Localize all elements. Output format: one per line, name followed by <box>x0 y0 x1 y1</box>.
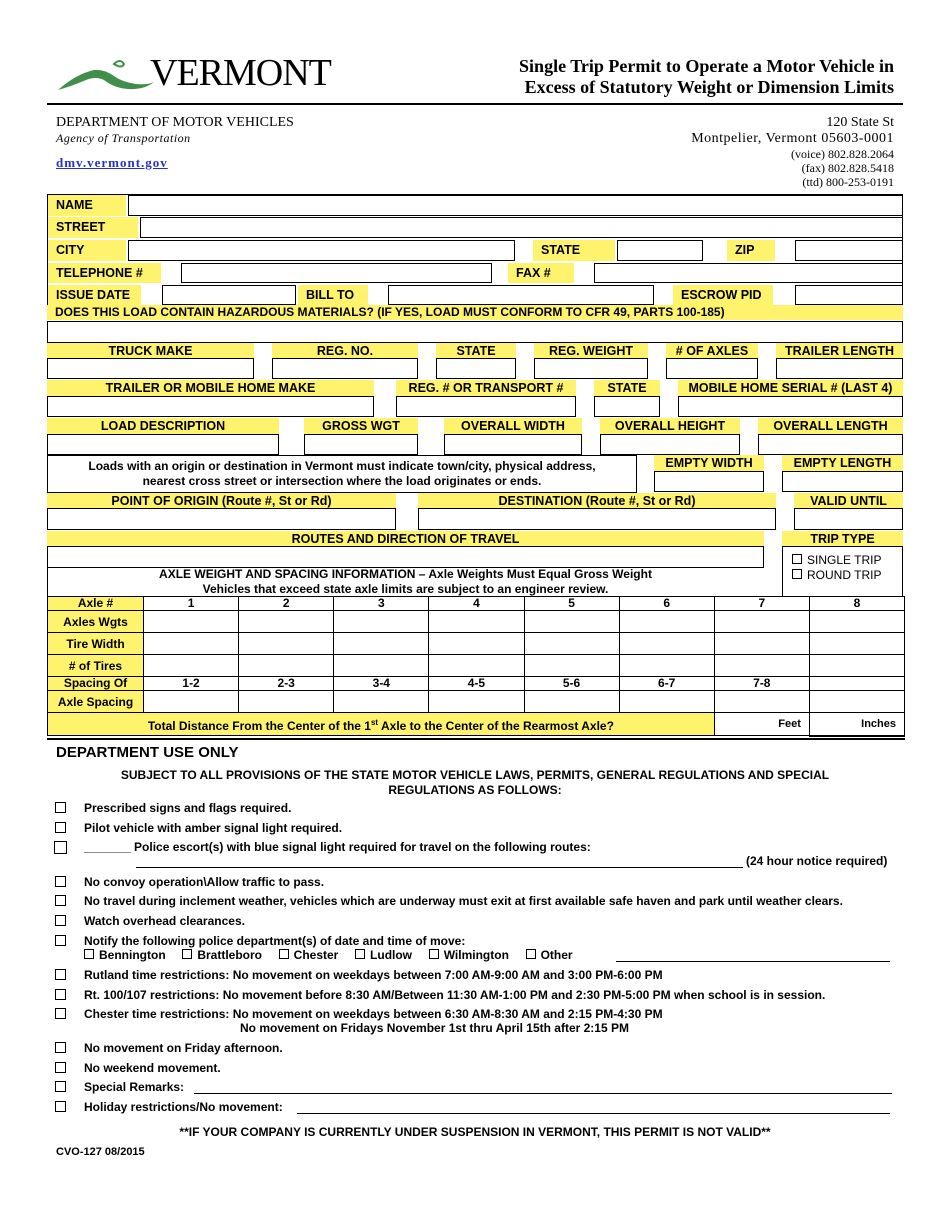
reg-no-input[interactable] <box>272 358 418 379</box>
zip-input[interactable] <box>795 240 903 261</box>
dept-use-heading: DEPARTMENT USE ONLY <box>56 744 239 761</box>
load-desc-input[interactable] <box>47 434 279 455</box>
town-wilmington: Wilmington <box>443 948 509 962</box>
town-ludlow: Ludlow <box>370 948 413 962</box>
telephone-label: TELEPHONE # <box>48 263 161 283</box>
zip-label: ZIP <box>727 240 775 261</box>
spacing-pair: 4-5 <box>429 677 524 691</box>
tire-width-cell[interactable] <box>619 633 714 655</box>
total-distance-post: Axle to the Center of the Rearmost Axle? <box>378 718 614 733</box>
spacing-pair: 7-8 <box>714 677 809 691</box>
address-city: Montpelier, Vermont 05603-0001 <box>691 131 894 146</box>
total-distance-row <box>48 713 905 736</box>
pilot-checkbox[interactable] <box>55 822 66 833</box>
axle-spacing-cell[interactable] <box>429 691 524 713</box>
round-trip-text: ROUND TRIP <box>807 568 882 582</box>
mh-serial-label: MOBILE HOME SERIAL # (LAST 4) <box>678 380 903 397</box>
ttd-number: (ttd) 800-253-0191 <box>802 175 894 189</box>
axle-weight-cell[interactable] <box>809 611 904 633</box>
title-line-2: Excess of Statutory Weight or Dimension Limits <box>524 77 894 97</box>
overall-height-input[interactable] <box>600 434 740 455</box>
empty-length-label: EMPTY LENGTH <box>782 455 903 472</box>
overall-width-input[interactable] <box>444 434 582 455</box>
num-tires-cell[interactable] <box>524 655 619 677</box>
num-axles-label: # OF AXLES <box>666 343 758 360</box>
axle-weights-row <box>48 611 905 633</box>
feet-unit: Feet <box>778 718 801 730</box>
spacing-pair: 2-3 <box>239 677 334 691</box>
friday-rule: No movement on Friday afternoon. <box>84 1041 283 1055</box>
axle-heading <box>47 567 764 597</box>
issue-date-input[interactable] <box>162 285 296 305</box>
address-street: 120 State St <box>826 115 894 130</box>
town-brattleboro: Brattleboro <box>197 948 262 962</box>
axle-weights-label: Axles Wgts <box>48 611 144 633</box>
axle-number: 5 <box>524 597 619 611</box>
origin-note <box>47 459 637 489</box>
axle-weight-cell[interactable] <box>429 611 524 633</box>
fax-label: FAX # <box>508 263 574 283</box>
gross-wgt-label: GROSS WGT <box>304 418 418 435</box>
subject-line2: REGULATIONS AS FOLLOWS: <box>388 783 562 797</box>
axle-table <box>47 596 905 737</box>
city-label: CITY <box>48 240 126 261</box>
trailer-make-input[interactable] <box>47 396 374 417</box>
inches-unit: Inches <box>861 717 896 730</box>
inches-input[interactable] <box>809 713 904 736</box>
overall-width-label: OVERALL WIDTH <box>444 418 582 435</box>
street-input[interactable] <box>140 217 903 238</box>
num-tires-cell[interactable] <box>429 655 524 677</box>
website-link[interactable]: dmv.vermont.gov <box>56 155 168 170</box>
trailer-length-input[interactable] <box>776 358 903 379</box>
town-checkbox[interactable] <box>84 949 94 959</box>
single-trip-option[interactable] <box>792 553 881 567</box>
axle-spacing-cell[interactable] <box>619 691 714 713</box>
num-tires-label: # of Tires <box>48 655 144 677</box>
spacing-pair: 1-2 <box>144 677 239 691</box>
table-bottom-rule <box>47 738 905 740</box>
remarks-line[interactable] <box>194 1093 892 1094</box>
rt100-checkbox[interactable] <box>55 989 66 1000</box>
origin-label: POINT OF ORIGIN (Route #, St or Rd) <box>47 493 396 510</box>
axle-number-header: Axle # <box>48 597 144 611</box>
reg-no-label: REG. NO. <box>272 343 418 360</box>
suspension-notice: **IF YOUR COMPANY IS CURRENTLY UNDER SUSPENSION IN VERMONT, THIS PERMIT IS NOT VALID** <box>179 1125 771 1139</box>
num-tires-cell[interactable] <box>144 655 239 677</box>
axle-spacing-cell[interactable] <box>714 691 809 713</box>
axle-number: 4 <box>429 597 524 611</box>
axle-weight-cell[interactable] <box>334 611 429 633</box>
header-rule <box>47 103 903 105</box>
state-label-2: STATE <box>436 343 516 360</box>
mh-serial-input[interactable] <box>678 396 903 417</box>
logo-text: VERMONT <box>150 52 331 94</box>
town-checkbox[interactable] <box>279 949 289 959</box>
empty-length-input[interactable] <box>782 471 903 492</box>
axle-heading-line1: AXLE WEIGHT AND SPACING INFORMATION – Axle Weights Must Equal Gross Weight <box>159 567 652 581</box>
gross-wgt-input[interactable] <box>304 434 418 455</box>
subject-provisions <box>47 768 903 798</box>
name-label: NAME <box>48 195 126 216</box>
agency-name: Agency of Transportation <box>56 131 191 145</box>
issue-date-label: ISSUE DATE <box>48 285 141 305</box>
num-tires-cell[interactable] <box>334 655 429 677</box>
pilot-rule: Pilot vehicle with amber signal light required. <box>84 821 343 835</box>
town-checkbox[interactable] <box>355 949 365 959</box>
convoy-checkbox[interactable] <box>55 876 66 887</box>
axle-number-row <box>48 597 905 611</box>
tire-width-cell[interactable] <box>144 633 239 655</box>
tire-width-label: Tire Width <box>48 633 144 655</box>
axle-number: 6 <box>619 597 714 611</box>
remarks-checkbox[interactable] <box>55 1081 66 1092</box>
axle-spacing-row <box>48 691 905 713</box>
escrow-input[interactable] <box>795 285 903 305</box>
chester-checkbox[interactable] <box>55 1008 66 1019</box>
fax-input[interactable] <box>594 263 903 283</box>
axle-spacing-cell[interactable] <box>334 691 429 713</box>
escort-notice: (24 hour notice required) <box>746 854 888 868</box>
form-title <box>519 56 894 98</box>
friday-checkbox[interactable] <box>55 1042 66 1053</box>
spacing-pair: 3-4 <box>334 677 429 691</box>
axle-weight-cell[interactable] <box>239 611 334 633</box>
hazmat-input[interactable] <box>47 321 903 343</box>
truck-make-label: TRUCK MAKE <box>47 343 254 360</box>
axle-spacing-cell[interactable] <box>524 691 619 713</box>
notify-rule: Notify the following police department(s) of date and time of move: <box>84 934 466 948</box>
rutland-checkbox[interactable] <box>55 969 66 980</box>
rutland-rule: Rutland time restrictions: No movement on weekdays between 7:00 AM-9:00 AM and 3:00 PM-6:00 PM <box>84 968 663 982</box>
spacing-pair-empty <box>809 677 904 691</box>
towns-row <box>84 948 573 963</box>
trailer-length-label: TRAILER LENGTH <box>776 343 903 360</box>
town-other: Other <box>540 948 573 962</box>
single-trip-text: SINGLE TRIP <box>807 553 882 567</box>
state-label: STATE <box>533 240 615 261</box>
spacing-pair: 6-7 <box>619 677 714 691</box>
state-input-2[interactable] <box>436 358 516 379</box>
origin-note-line1: Loads with an origin or destination in Vermont must indicate town/city, physical address, <box>88 459 596 473</box>
holiday-checkbox[interactable] <box>55 1101 66 1112</box>
overall-height-label: OVERALL HEIGHT <box>600 418 740 435</box>
num-tires-cell[interactable] <box>809 655 904 677</box>
title-line-1: Single Trip Permit to Operate a Motor Vehicle in <box>519 56 894 76</box>
weather-checkbox[interactable] <box>55 895 66 906</box>
origin-note-line2: nearest cross street or intersection where the load originates or ends. <box>142 474 542 488</box>
num-axles-input[interactable] <box>666 358 758 379</box>
num-tires-cell[interactable] <box>239 655 334 677</box>
clearance-checkbox[interactable] <box>55 915 66 926</box>
reg-transport-input[interactable] <box>396 396 576 417</box>
weekend-checkbox[interactable] <box>55 1062 66 1073</box>
axle-weight-cell[interactable] <box>144 611 239 633</box>
bill-to-label: BILL TO <box>298 285 368 305</box>
round-trip-checkbox[interactable] <box>792 569 802 579</box>
axle-weight-cell[interactable] <box>619 611 714 633</box>
escort-routes-line[interactable] <box>136 867 743 868</box>
tire-width-cell[interactable] <box>429 633 524 655</box>
axle-spacing-cell[interactable] <box>144 691 239 713</box>
escort-checkbox[interactable] <box>54 841 67 854</box>
other-town-line[interactable] <box>616 961 890 962</box>
convoy-rule: No convoy operation\Allow traffic to pass. <box>84 875 325 889</box>
name-input[interactable] <box>128 195 903 216</box>
telephone-input[interactable] <box>181 263 492 283</box>
address-block <box>691 115 894 189</box>
dept-block <box>56 115 294 171</box>
valid-until-label: VALID UNTIL <box>794 493 903 510</box>
axle-number: 8 <box>809 597 904 611</box>
feet-input[interactable] <box>714 713 809 736</box>
num-tires-cell[interactable] <box>619 655 714 677</box>
truck-make-input[interactable] <box>47 358 254 379</box>
hazmat-label: DOES THIS LOAD CONTAIN HAZARDOUS MATERIALS? (IF YES, LOAD MUST CONFORM TO CFR 49, PARTS 100-185) <box>47 305 903 320</box>
state-label-3: STATE <box>594 380 660 397</box>
tire-width-cell[interactable] <box>809 633 904 655</box>
holiday-line[interactable] <box>297 1113 890 1114</box>
trailer-make-label: TRAILER OR MOBILE HOME MAKE <box>47 380 374 397</box>
destination-input[interactable] <box>418 508 776 530</box>
axle-weight-cell[interactable] <box>524 611 619 633</box>
spacing-pair: 5-6 <box>524 677 619 691</box>
overall-length-label: OVERALL LENGTH <box>758 418 903 435</box>
tire-width-row <box>48 633 905 655</box>
notify-checkbox[interactable] <box>55 935 66 946</box>
routes-input[interactable] <box>47 546 764 568</box>
empty-width-input[interactable] <box>654 471 764 492</box>
load-desc-label: LOAD DESCRIPTION <box>47 418 279 435</box>
escort-rule: _______ Police escort(s) with blue signal light required for travel on the following routes: <box>84 840 591 854</box>
reg-weight-label: REG. WEIGHT <box>534 343 648 360</box>
axle-heading-line2: Vehicles that exceed state axle limits are subject to an engineer review. <box>202 582 609 596</box>
total-distance-pre: Total Distance From the Center of the 1 <box>147 718 371 733</box>
rt100-rule: Rt. 100/107 restrictions: No movement before 8:30 AM/Between 11:30 AM-1:00 PM and 2:30 PM-5:00 PM when school is in session. <box>84 988 826 1002</box>
weekend-rule: No weekend movement. <box>84 1061 221 1075</box>
clearance-rule: Watch overhead clearances. <box>84 914 245 928</box>
escrow-label: ESCROW PID <box>673 285 773 305</box>
signs-rule: Prescribed signs and flags required. <box>84 801 292 815</box>
holiday-rule: Holiday restrictions/No movement: <box>84 1100 283 1114</box>
tire-width-cell[interactable] <box>524 633 619 655</box>
town-checkbox[interactable] <box>429 949 439 959</box>
num-tires-cell[interactable] <box>714 655 809 677</box>
state-logo <box>56 52 331 94</box>
state-input-3[interactable] <box>594 396 660 417</box>
valid-until-input[interactable] <box>794 508 903 530</box>
axle-spacing-label: Axle Spacing <box>48 691 144 713</box>
num-tires-row <box>48 655 905 677</box>
bill-to-input[interactable] <box>388 285 654 305</box>
axle-number: 3 <box>334 597 429 611</box>
signs-checkbox[interactable] <box>55 802 66 813</box>
town-chester: Chester <box>293 948 339 962</box>
overall-length-input[interactable] <box>758 434 903 455</box>
round-trip-option[interactable] <box>792 568 881 582</box>
form-id: CVO-127 08/2015 <box>56 1146 145 1158</box>
weather-rule: No travel during inclement weather, vehicles which are underway must exit at first available safe haven and park until weather clears. <box>84 894 843 908</box>
tire-width-cell[interactable] <box>334 633 429 655</box>
fax-number: (fax) 802.828.5418 <box>801 161 894 175</box>
total-distance-label <box>48 713 715 736</box>
logo-mountain-icon <box>56 56 156 96</box>
routes-label: ROUTES AND DIRECTION OF TRAVEL <box>47 531 764 548</box>
empty-width-label: EMPTY WIDTH <box>654 455 764 472</box>
tire-width-cell[interactable] <box>239 633 334 655</box>
axle-spacing-cell[interactable] <box>809 691 904 713</box>
city-input[interactable] <box>128 240 515 261</box>
single-trip-checkbox[interactable] <box>792 554 802 564</box>
chester-rule-friday: No movement on Fridays November 1st thru April 15th after 2:15 PM <box>240 1021 629 1035</box>
voice-number: (voice) 802.828.2064 <box>791 147 894 161</box>
spacing-of-row <box>48 677 905 691</box>
reg-transport-label: REG. # OR TRANSPORT # <box>396 380 576 397</box>
axle-number: 1 <box>144 597 239 611</box>
town-checkbox[interactable] <box>182 949 192 959</box>
trip-type-label: TRIP TYPE <box>782 531 903 548</box>
tire-width-cell[interactable] <box>714 633 809 655</box>
remarks-rule: Special Remarks: <box>84 1080 185 1094</box>
subject-line1: SUBJECT TO ALL PROVISIONS OF THE STATE MOTOR VEHICLE LAWS, PERMITS, GENERAL REGULATIONS AND SPECIAL <box>120 768 830 782</box>
axle-spacing-cell[interactable] <box>239 691 334 713</box>
street-label: STREET <box>48 217 138 238</box>
dept-name: DEPARTMENT OF MOTOR VEHICLES <box>56 115 294 130</box>
town-checkbox[interactable] <box>526 949 536 959</box>
chester-rule: Chester time restrictions: No movement on weekdays between 6:30 AM-8:30 AM and 2:15 PM-4:30 PM <box>84 1007 663 1021</box>
axle-number: 7 <box>714 597 809 611</box>
reg-weight-input[interactable] <box>534 358 648 379</box>
state-input[interactable] <box>617 240 703 261</box>
origin-input[interactable] <box>47 508 396 530</box>
spacing-of-label: Spacing Of <box>48 677 144 691</box>
destination-label: DESTINATION (Route #, St or Rd) <box>418 493 776 510</box>
total-distance-sup: st <box>370 717 379 727</box>
axle-number: 2 <box>239 597 334 611</box>
axle-weight-cell[interactable] <box>714 611 809 633</box>
town-bennington: Bennington <box>99 948 166 962</box>
